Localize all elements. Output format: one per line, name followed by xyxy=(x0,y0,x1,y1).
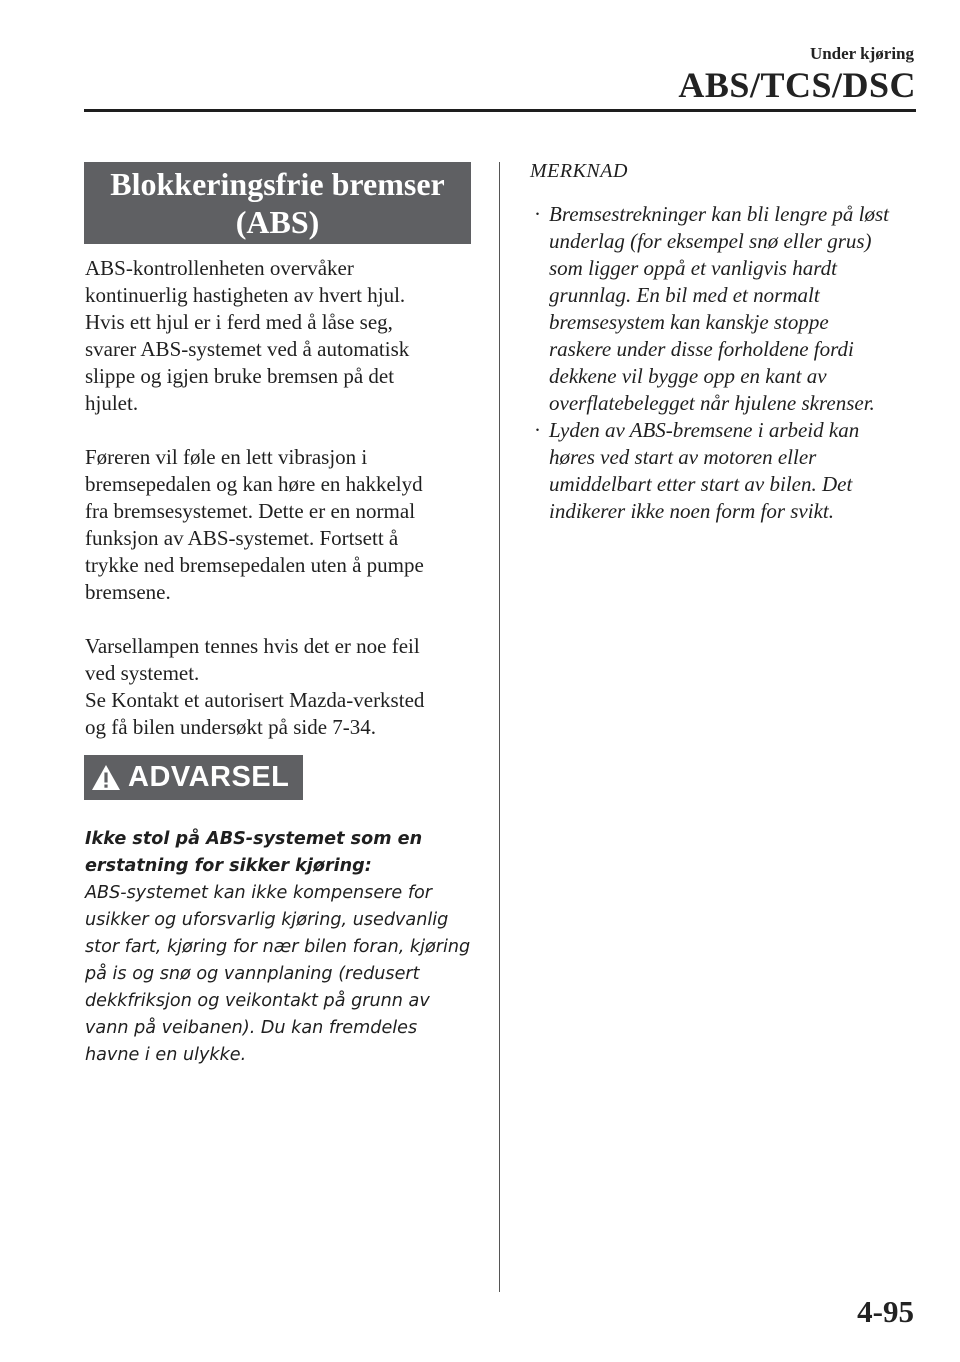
warning-text xyxy=(85,826,480,1069)
text-line: dekkfriksjon og veikontakt på grunn av xyxy=(85,991,430,1011)
text-line: dekkene vil bygge opp en kant av xyxy=(549,364,827,388)
text-line: bremsesystem kan kanskje stoppe xyxy=(549,310,829,334)
text-line: usikker og uforsvarlig kjøring, usedvanlig xyxy=(85,910,449,930)
note-title: MERKNAD xyxy=(530,160,628,182)
text-line: Bremsestrekninger kan bli lengre på løst xyxy=(549,202,890,226)
warning-label: ADVARSEL xyxy=(128,761,290,793)
text-line: indikerer ikke noen form for svikt. xyxy=(549,499,834,523)
text-line: bremsepedalen og kan høre en hakkelyd xyxy=(85,472,423,496)
paragraph-gap xyxy=(85,417,480,444)
bullet-icon: · xyxy=(534,418,541,442)
text-line: Lyden av ABS-bremsene i arbeid kan xyxy=(549,418,860,442)
text-line: som ligger oppå et vanligvis hardt xyxy=(549,256,837,280)
text-line: og få bilen undersøkt på side 7-34. xyxy=(85,715,377,739)
list-item xyxy=(530,417,920,525)
text-line: grunnlag. En bil med et normalt xyxy=(549,283,820,307)
text-line: vann på veibanen). Du kan fremdeles xyxy=(85,1018,418,1038)
text-line: stor fart, kjøring for nær bilen foran, kjøring xyxy=(85,937,471,957)
header-rule xyxy=(84,109,916,112)
body-paragraph-2 xyxy=(85,444,480,606)
text-line: Hvis ett hjul er i ferd med å låse seg, xyxy=(85,310,393,334)
body-paragraph-1 xyxy=(85,255,480,417)
text-line: ABS-systemet kan ikke kompensere for xyxy=(85,883,433,903)
header-chapter: Under kjøring xyxy=(809,44,914,63)
section-title-line2: (ABS) xyxy=(235,204,320,240)
body-text xyxy=(85,255,480,741)
text-line: erstatning for sikker kjøring: xyxy=(85,856,372,876)
header-section: ABS/TCS/DSC xyxy=(678,65,916,105)
text-line: raskere under disse forholdene fordi xyxy=(549,337,854,361)
text-line: underlag (for eksempel snø eller grus) xyxy=(549,229,872,253)
text-line: ABS-kontrollenheten overvåker xyxy=(85,256,354,280)
text-line: høres ved start av motoren eller xyxy=(549,445,817,469)
text-line: slippe og igjen bruke bremsen på det xyxy=(85,364,395,388)
text-line: overflatebelegget når hjulene skrenser. xyxy=(549,391,875,415)
text-line: havne i en ulykke. xyxy=(85,1045,247,1065)
text-line: trykke ned bremsepedalen uten å pumpe xyxy=(85,553,424,577)
warning-heading xyxy=(85,826,480,880)
text-line: fra bremsesystemet. Dette er en normal xyxy=(85,499,416,523)
text-line: Se Kontakt et autorisert Mazda-verksted xyxy=(85,688,425,712)
text-line: Føreren vil føle en lett vibrasjon i xyxy=(85,445,368,469)
text-line: kontinuerlig hastigheten av hvert hjul. xyxy=(85,283,406,307)
text-line: svarer ABS-systemet ved å automatisk xyxy=(85,337,410,361)
text-line: bremsene. xyxy=(85,580,171,604)
section-title-line1: Blokkeringsfrie bremser xyxy=(110,166,445,202)
list-item xyxy=(530,201,920,417)
text-line: Varsellampen tennes hvis det er noe feil xyxy=(85,634,420,658)
warning-badge xyxy=(84,755,303,800)
text-line: umiddelbart etter start av bilen. Det xyxy=(549,472,853,496)
text-line: ved systemet. xyxy=(85,661,200,685)
text-line: på is og snø og vannplaning (redusert xyxy=(85,964,420,984)
section-title-box xyxy=(84,162,471,244)
column-divider xyxy=(499,162,500,1292)
note-list xyxy=(530,201,920,525)
bullet-icon: · xyxy=(534,202,541,226)
page-number: 4-95 xyxy=(857,1294,914,1329)
warning-body xyxy=(85,880,480,1069)
paragraph-gap xyxy=(85,606,480,633)
text-line: Ikke stol på ABS-systemet som en xyxy=(85,829,423,849)
body-paragraph-3 xyxy=(85,633,480,741)
warning-triangle-icon xyxy=(84,755,128,800)
text-line: funksjon av ABS-systemet. Fortsett å xyxy=(85,526,399,550)
text-line: hjulet. xyxy=(85,391,139,415)
